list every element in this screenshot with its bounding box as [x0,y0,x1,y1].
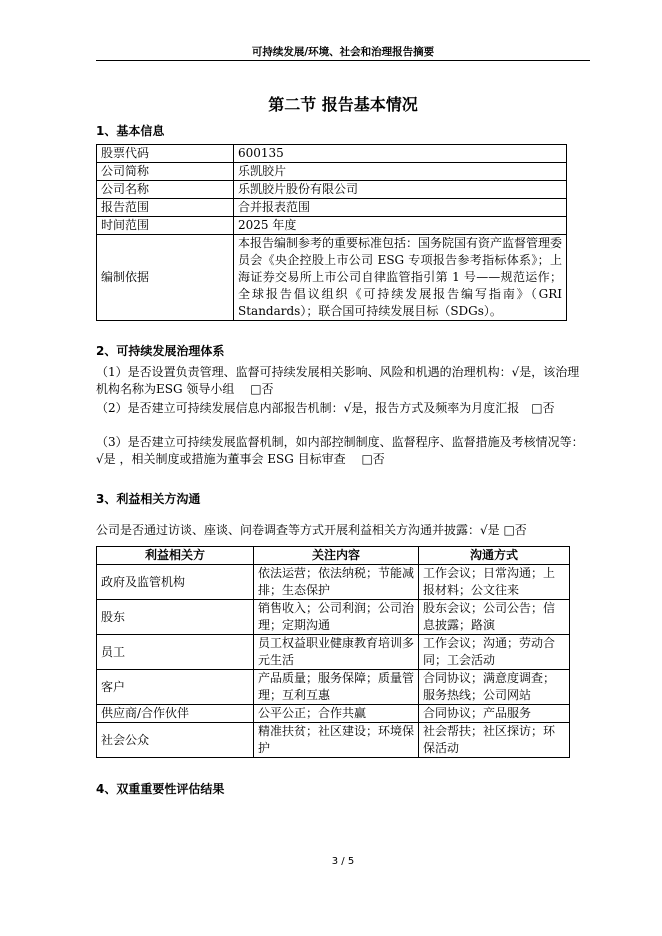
concern-cell: 销售收入；公司利润；公司治理；定期沟通 [254,600,419,635]
row-value: 2025 年度 [234,217,567,235]
section-materiality-heading: 4、双重重要性评估结果 [96,782,225,796]
row-value: 乐凯胶片股份有限公司 [234,181,567,199]
table-row [97,235,567,321]
table-row [97,670,570,705]
channel-cell: 合同协议；满意度调查；服务热线；公司网站 [419,670,570,705]
concern-cell: 精准扶贫；社区建设；环境保护 [254,723,419,758]
stakeholder-intro: 公司是否通过访谈、座谈、问卷调查等方式开展利益相关方沟通并披露：√是 □否 [96,523,527,537]
concern-cell: 依法运营；依法纳税；节能减排；生态保护 [254,565,419,600]
page-header: 可持续发展/环境、社会和治理报告摘要 [251,46,435,58]
basic-info-table [96,144,567,321]
channel-cell: 股东会议；公司公告；信息披露；路演 [419,600,570,635]
row-value: 600135 [234,145,567,163]
table-row [97,163,567,181]
page-number: 3 / 5 [331,856,355,867]
page-title: 第二节 报告基本情况 [268,95,418,114]
concern-cell: 员工权益职业健康教育培训多元生活 [254,635,419,670]
table-row [97,145,567,163]
column-header: 沟通方式 [419,547,570,565]
row-label: 公司简称 [97,163,234,181]
section-basic-info-heading: 1、基本信息 [96,124,165,138]
table-row [97,181,567,199]
column-header: 利益相关方 [97,547,254,565]
governance-item: （3）是否建立可持续发展监督机制，如内部控制制度、监督程序、监督措施及考核情况等：√是 ，相关制度或措施为董事会 ESG 目标审查 □否 [96,435,584,466]
channel-cell: 社会帮扶；社区探访；环保活动 [419,723,570,758]
stakeholder-cell: 供应商/合作伙伴 [97,705,254,723]
table-row [97,199,567,217]
table-header-row [97,547,570,565]
table-row [97,723,570,758]
channel-cell: 工作会议；沟通；劳动合同；工会活动 [419,635,570,670]
stakeholder-cell: 社会公众 [97,723,254,758]
header-divider [96,60,590,61]
table-row [97,635,570,670]
row-value: 乐凯胶片 [234,163,567,181]
table-row [97,565,570,600]
table-row [97,600,570,635]
stakeholder-cell: 员工 [97,635,254,670]
concern-cell: 公平公正；合作共赢 [254,705,419,723]
section-governance-heading: 2、可持续发展治理体系 [96,344,225,358]
table-row [97,705,570,723]
row-label: 股票代码 [97,145,234,163]
row-label: 编制依据 [97,235,234,321]
row-value: 合并报表范围 [234,199,567,217]
table-row [97,217,567,235]
row-label: 公司名称 [97,181,234,199]
row-label: 时间范围 [97,217,234,235]
governance-item: （2）是否建立可持续发展信息内部报告机制：√是，报告方式及频率为月度汇报 □否 [96,401,555,415]
stakeholder-cell: 政府及监管机构 [97,565,254,600]
row-value: 本报告编制参考的重要标准包括：国务院国有资产监督管理委员会《央企控股上市公司 ESG 专项报告参考指标体系》；上海证券交易所上市公司自律监管指引第 1 号——规范运作；全球报告倡议组织《可持续发展报告编写指南》（GRI Standards）；联合国可持续发展目标（SDGs）。 [234,235,567,321]
stakeholder-table [96,546,570,758]
channel-cell: 合同协议；产品服务 [419,705,570,723]
channel-cell: 工作会议；日常沟通；上报材料；公文往来 [419,565,570,600]
stakeholder-cell: 股东 [97,600,254,635]
concern-cell: 产品质量；服务保障；质量管理；互利互惠 [254,670,419,705]
column-header: 关注内容 [254,547,419,565]
governance-item: （1）是否设置负责管理、监督可持续发展相关影响、风险和机遇的治理机构：√是，该治理机构名称为ESG 领导小组 □否 [96,365,580,396]
stakeholder-cell: 客户 [97,670,254,705]
section-stakeholder-heading: 3、利益相关方沟通 [96,492,201,506]
row-label: 报告范围 [97,199,234,217]
